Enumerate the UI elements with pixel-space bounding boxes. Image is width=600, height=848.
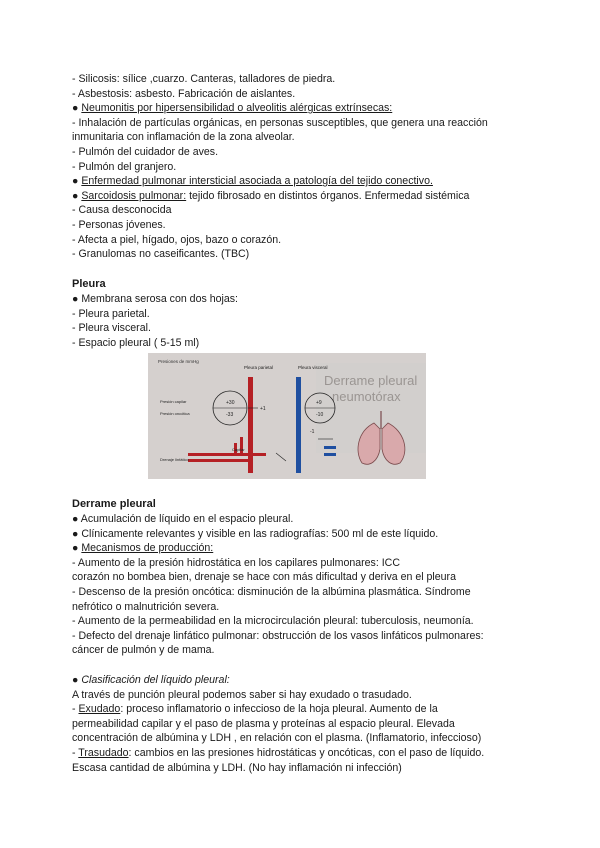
underlined-term: Sarcoidosis pulmonar: (81, 189, 187, 202)
section-clasificacion (72, 673, 528, 775)
text-line: nefrótico o malnutrición severa. (72, 600, 220, 613)
text-line: concentración de albúmina y LDH , en relación con el plasma. (Inflamatorio, infeccioso) (72, 732, 482, 745)
left-label-2: Presión oncótica (160, 411, 190, 416)
section-subheading: Clasificación del líquido pleural: (81, 674, 230, 686)
pleura-pressure-diagram (148, 353, 426, 479)
text-line: - Afecta a piel, hígado, ojos, bazo o corazón. (72, 233, 282, 246)
mmhg-label: Presiones de mmHg (158, 359, 199, 364)
bottom-label: Drenaje linfático (160, 457, 189, 462)
bullet: ● (72, 542, 82, 555)
bg-title: Derrame pleural (324, 373, 418, 388)
text-line: - Asbestosis: asbesto. Fabricación de aislantes. (72, 87, 296, 100)
arrow-label-1: +1 (260, 406, 266, 412)
pleura-visceral-line (296, 377, 301, 473)
underlined-term: Enfermedad pulmonar intersticial asociada a patología del tejido conectivo. (81, 175, 433, 188)
bg-subtitle: neumotórax (332, 389, 401, 404)
arrow-label-2: -1 (310, 429, 315, 435)
bullet: ● (72, 674, 82, 686)
bullet: - (72, 746, 79, 759)
text-line: - Defecto del drenaje linfático pulmonar: obstrucción de los vasos linfáticos pulmonares: (72, 629, 484, 642)
text-line: - Espacio pleural ( 5-15 ml) (72, 336, 200, 349)
capillary-label: Capilar (232, 447, 245, 452)
section-derrame (72, 497, 528, 658)
bullet-line (72, 101, 528, 116)
text-line: - Aumento de la permeabilidad en la microcirculación pleural: tuberculosis, neumonía. (72, 615, 474, 628)
text-line: - Inhalación de partículas orgánicas, en personas susceptibles, que genera una reacción (72, 116, 488, 129)
text-line: - Pleura visceral. (72, 322, 151, 335)
text-line: cáncer de pulmón y de mama. (72, 644, 215, 657)
bullet-line (72, 746, 528, 761)
text-line: A través de punción pleural podemos saber si hay exudado o trasudado. (72, 688, 412, 701)
text-line: inmunitaria con inflamación de la zona alveolar. (72, 131, 295, 144)
bullet-line (72, 541, 528, 556)
text-line: corazón no bombea bien, drenaje se hace con más dificultad y deriva en el pleura (72, 571, 456, 584)
left-label-1: Presión capilar (160, 399, 187, 404)
section-heading: Pleura (72, 278, 106, 290)
text-line: ● Acumulación de líquido en el espacio pleural. (72, 513, 294, 525)
bullet: ● (72, 189, 82, 202)
right-value-1: +9 (316, 400, 322, 406)
line-text: : proceso inflamatorio o infeccioso de la hoja pleural. Aumento de la (120, 703, 438, 716)
bullet: ● (72, 102, 82, 115)
section-pleura (72, 277, 528, 350)
text-line: Escasa cantidad de albúmina y LDH. (No hay inflamación ni infección) (72, 761, 402, 774)
parietal-label: Pleura parietal (244, 365, 274, 370)
text-line: - Silicosis: sílice ,cuarzo. Canteras, talladores de piedra. (72, 73, 336, 85)
section-enfermedades (72, 72, 528, 262)
bullet: ● (72, 175, 82, 188)
bullet-line (72, 189, 528, 204)
text-line: ● Clínicamente relevantes y visible en las radiografías: 500 ml de este líquido. (72, 527, 439, 540)
text-line: - Personas jóvenes. (72, 218, 166, 231)
underlined-term: Neumonitis por hipersensibilidad o alveolitis alérgicas extrínsecas: (81, 102, 393, 115)
underlined-term: Mecanismos de producción: (81, 542, 214, 555)
visceral-label: Pleura visceral (298, 365, 328, 370)
bullet: - (72, 703, 79, 716)
line-text: tejido fibrosado en distintos órganos. Enfermedad sistémica (186, 189, 470, 202)
text-line: - Granulomas no caseificantes. (TBC) (72, 248, 250, 261)
pleura-parietal-line (248, 377, 253, 473)
bullet-line (72, 174, 528, 189)
text-line: - Descenso de la presión oncótica: disminución de la albúmina plasmática. Síndrome (72, 585, 471, 598)
underlined-term: Exudado (78, 703, 121, 716)
right-value-2: -10 (316, 412, 324, 418)
line-text: : cambios en las presiones hidrostáticas y oncóticas, con el paso de líquido. (128, 746, 485, 759)
underlined-term: Trasudado (78, 746, 129, 759)
diagram-svg (148, 353, 426, 479)
text-line: ● Membrana serosa con dos hojas: (72, 293, 238, 305)
text-line: - Causa desconocida (72, 204, 172, 217)
text-line: - Aumento de la presión hidrostática en los capilares pulmonares: ICC (72, 556, 400, 569)
text-line: - Pulmón del cuidador de aves. (72, 145, 219, 158)
bullet-line (72, 702, 528, 717)
text-line: - Pulmón del granjero. (72, 160, 177, 173)
left-value-2: -33 (226, 412, 234, 418)
left-value-1: +30 (226, 400, 235, 406)
bullet-line (72, 673, 528, 688)
text-line: - Pleura parietal. (72, 307, 150, 320)
text-line: permeabilidad capilar y el paso de plasma y proteínas al espacio pleural. Elevada (72, 717, 455, 730)
section-heading: Derrame pleural (72, 498, 156, 510)
